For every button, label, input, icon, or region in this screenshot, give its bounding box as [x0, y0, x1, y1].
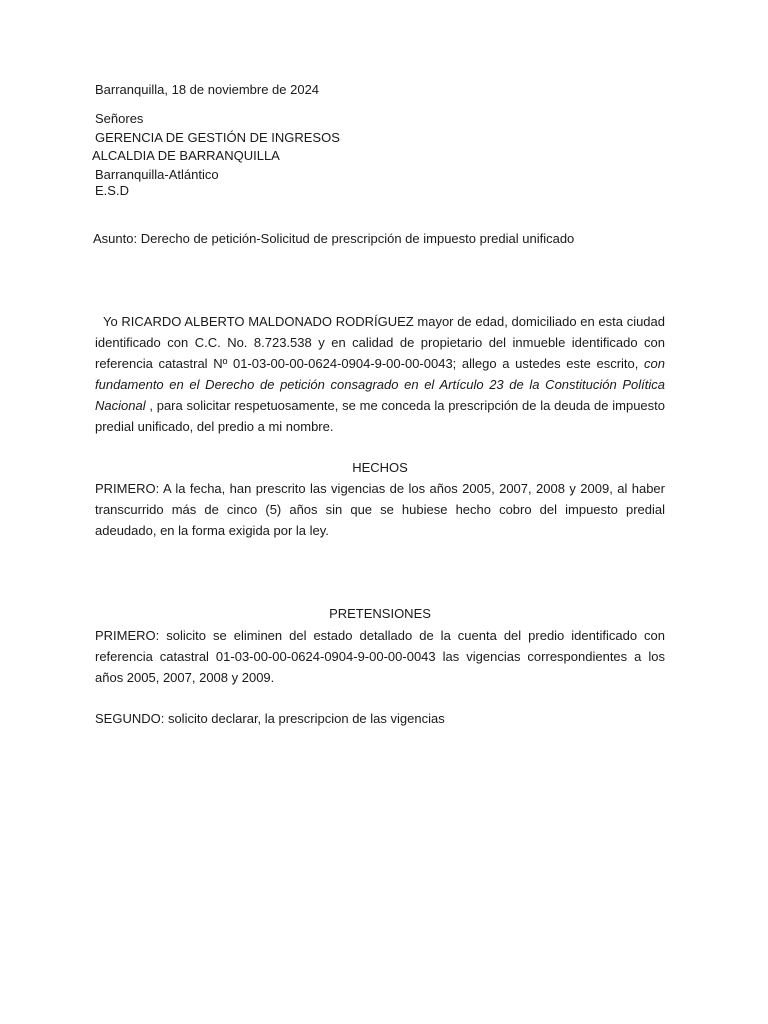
subject-line: Asunto: Derecho de petición-Solicitud de prescripción de impuesto predial unificado — [93, 231, 575, 246]
intro-text-1: Yo RICARDO ALBERTO MALDONADO RODRÍGUEZ mayor de edad, domiciliado en esta ciudad identificado con C.C. No. 8.723.538 y en calidad de propietario del inmueble identificado con referencia catastral Nº 01-03-00-00-0624-0904-9-00-00-0043; allego a ustedes este escrito, — [95, 314, 665, 371]
intro-paragraph — [95, 311, 665, 437]
recipient-line-3: Barranquilla-Atlántico — [95, 167, 219, 182]
intro-italic-text: con fundamento en el Derecho de petición consagrado en el Artículo 23 de la Constitución Política Nacional — [95, 356, 665, 413]
recipient-line-4: E.S.D — [95, 183, 129, 198]
place-date: Barranquilla, 18 de noviembre de 2024 — [95, 82, 320, 97]
recipient-line-1: GERENCIA DE GESTIÓN DE INGRESOS — [95, 130, 340, 145]
hechos-primero: PRIMERO: A la fecha, han prescrito las vigencias de los años 2005, 2007, 2008 y 2009, al haber transcurrido más de cinco (5) años sin que se hubiese hecho cobro del impuesto predial adeudado, en la forma exigida por la ley. — [95, 481, 665, 538]
pretensiones-primero: PRIMERO: solicito se eliminen del estado detallado de la cuenta del predio identificado con referencia catastral 01-03-00-00-0624-0904-9-00-00-0043 las vigencias correspondientes a los años 2005, 2007, 2008 y 2009. — [95, 628, 665, 685]
pretensiones-segundo: SEGUNDO: solicito declarar, la prescripcion de las vigencias — [95, 711, 445, 726]
recipient-line-2: ALCALDIA DE BARRANQUILLA — [92, 148, 280, 163]
salutation: Señores — [95, 111, 144, 126]
pretensiones-heading: PRETENSIONES — [329, 606, 431, 621]
intro-text-2: , para solicitar respetuosamente, se me conceda la prescripción de la deuda de impuesto predial unificado, del predio a mi nombre. — [95, 398, 665, 434]
hechos-heading: HECHOS — [352, 460, 408, 475]
